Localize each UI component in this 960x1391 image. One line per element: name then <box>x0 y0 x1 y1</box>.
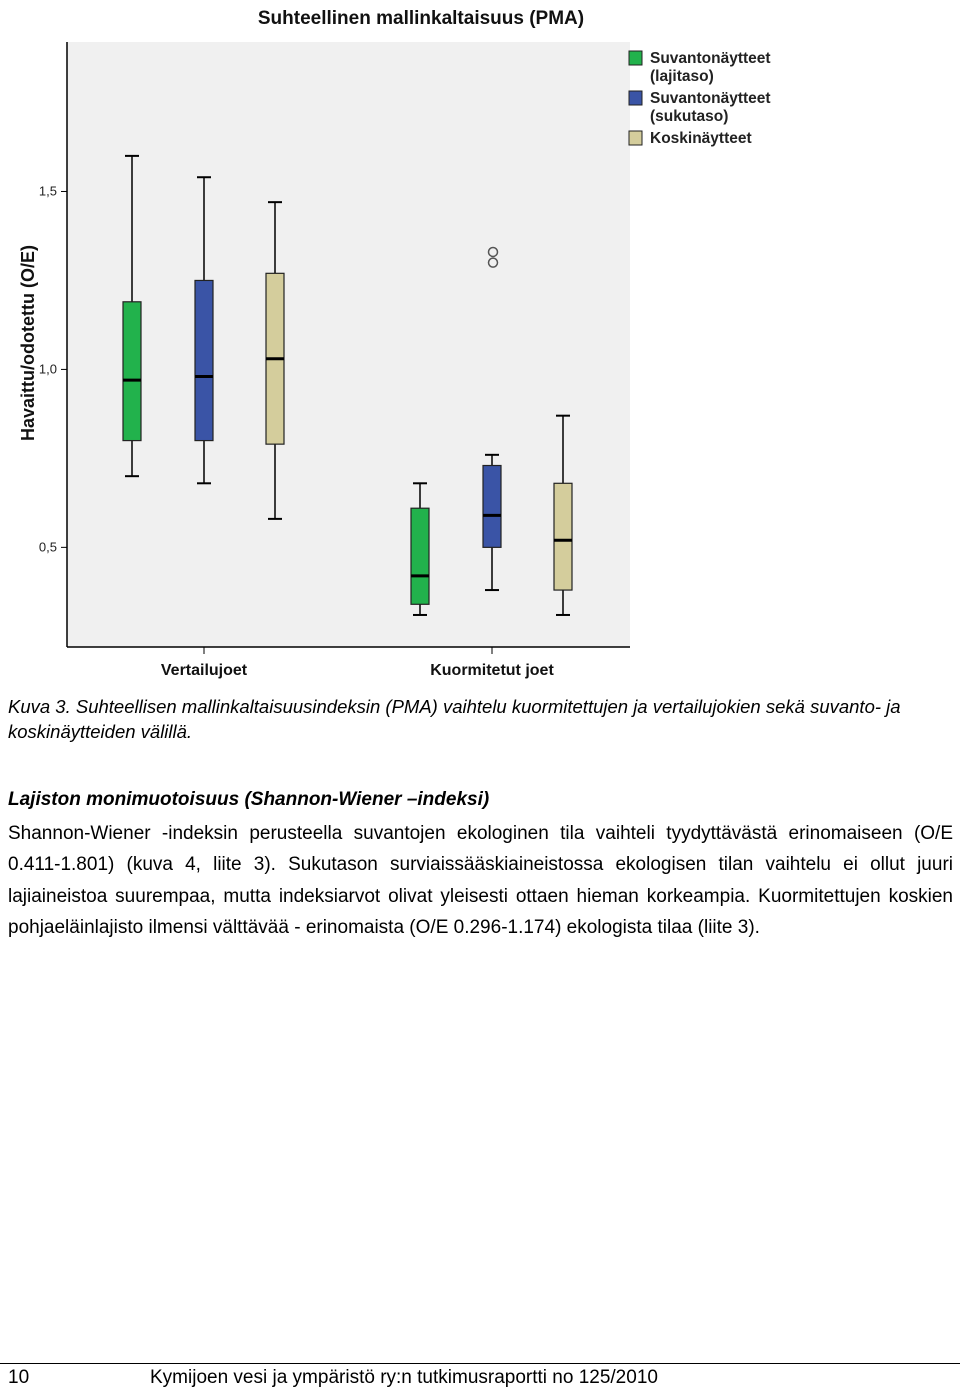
y-tick-label: 0,5 <box>38 539 57 555</box>
box <box>123 302 141 441</box>
plot-background <box>67 42 630 647</box>
legend-label: Koskinäytteet <box>650 130 752 147</box>
box <box>554 483 572 590</box>
chart-title: Suhteellinen mallinkaltaisuus (PMA) <box>257 8 585 29</box>
page-number: 10 <box>8 1367 30 1388</box>
y-tick-label: 1,5 <box>38 183 57 199</box>
legend-label: (lajitaso) <box>650 68 714 85</box>
x-tick-label: Kuormitetut joet <box>430 662 554 679</box>
x-tick-label: Vertailujoet <box>160 662 248 679</box>
legend-label: Suvantonäytteet <box>650 50 771 67</box>
body-paragraph: Shannon-Wiener -indeksin perusteella suvantojen ekologinen tila vaihteli tyydyttävästä erinomaiseen (O/E 0.411-1.801) (kuva 4, liite 3). Sukutason surviaissääskiaineistossa ekologisen tilan vaihtelu ei ollut juuri lajiaineistoa suurempaa, mutta indeksiarvot olivat yleisesti ottaen hieman korkeampia. Kuormitettujen koskien pohjaeläinlajisto ilmensi välttävää - erinomaista (O/E 0.296-1.174) ekologista tilaa (liite 3). <box>8 823 953 939</box>
y-axis-label: Havaittu/odotettu (O/E) <box>18 245 38 441</box>
figure-caption: Kuva 3. Suhteellisen mallinkaltaisuusindeksin (PMA) vaihtelu kuormitettujen ja vertailujokien sekä suvanto- ja koskinäytteiden välillä. <box>8 696 901 742</box>
boxplot-figure <box>0 0 960 690</box>
publication-title: Kymijoen vesi ja ympäristö ry:n tutkimusraportti no 125/2010 <box>150 1367 658 1388</box>
y-tick-label: 1,0 <box>38 361 57 377</box>
box <box>483 466 501 548</box>
legend-label: (sukutaso) <box>650 108 729 125</box>
section-heading: Lajiston monimuotoisuus (Shannon-Wiener –indeksi) <box>8 789 490 810</box>
boxplot-chart <box>0 0 960 690</box>
box <box>411 508 429 604</box>
legend-label: Suvantonäytteet <box>650 90 771 107</box>
footer-divider <box>0 1363 960 1364</box>
legend-swatch <box>629 91 642 105</box>
legend-swatch <box>629 131 642 145</box>
legend-swatch <box>629 51 642 65</box>
box <box>195 280 213 440</box>
